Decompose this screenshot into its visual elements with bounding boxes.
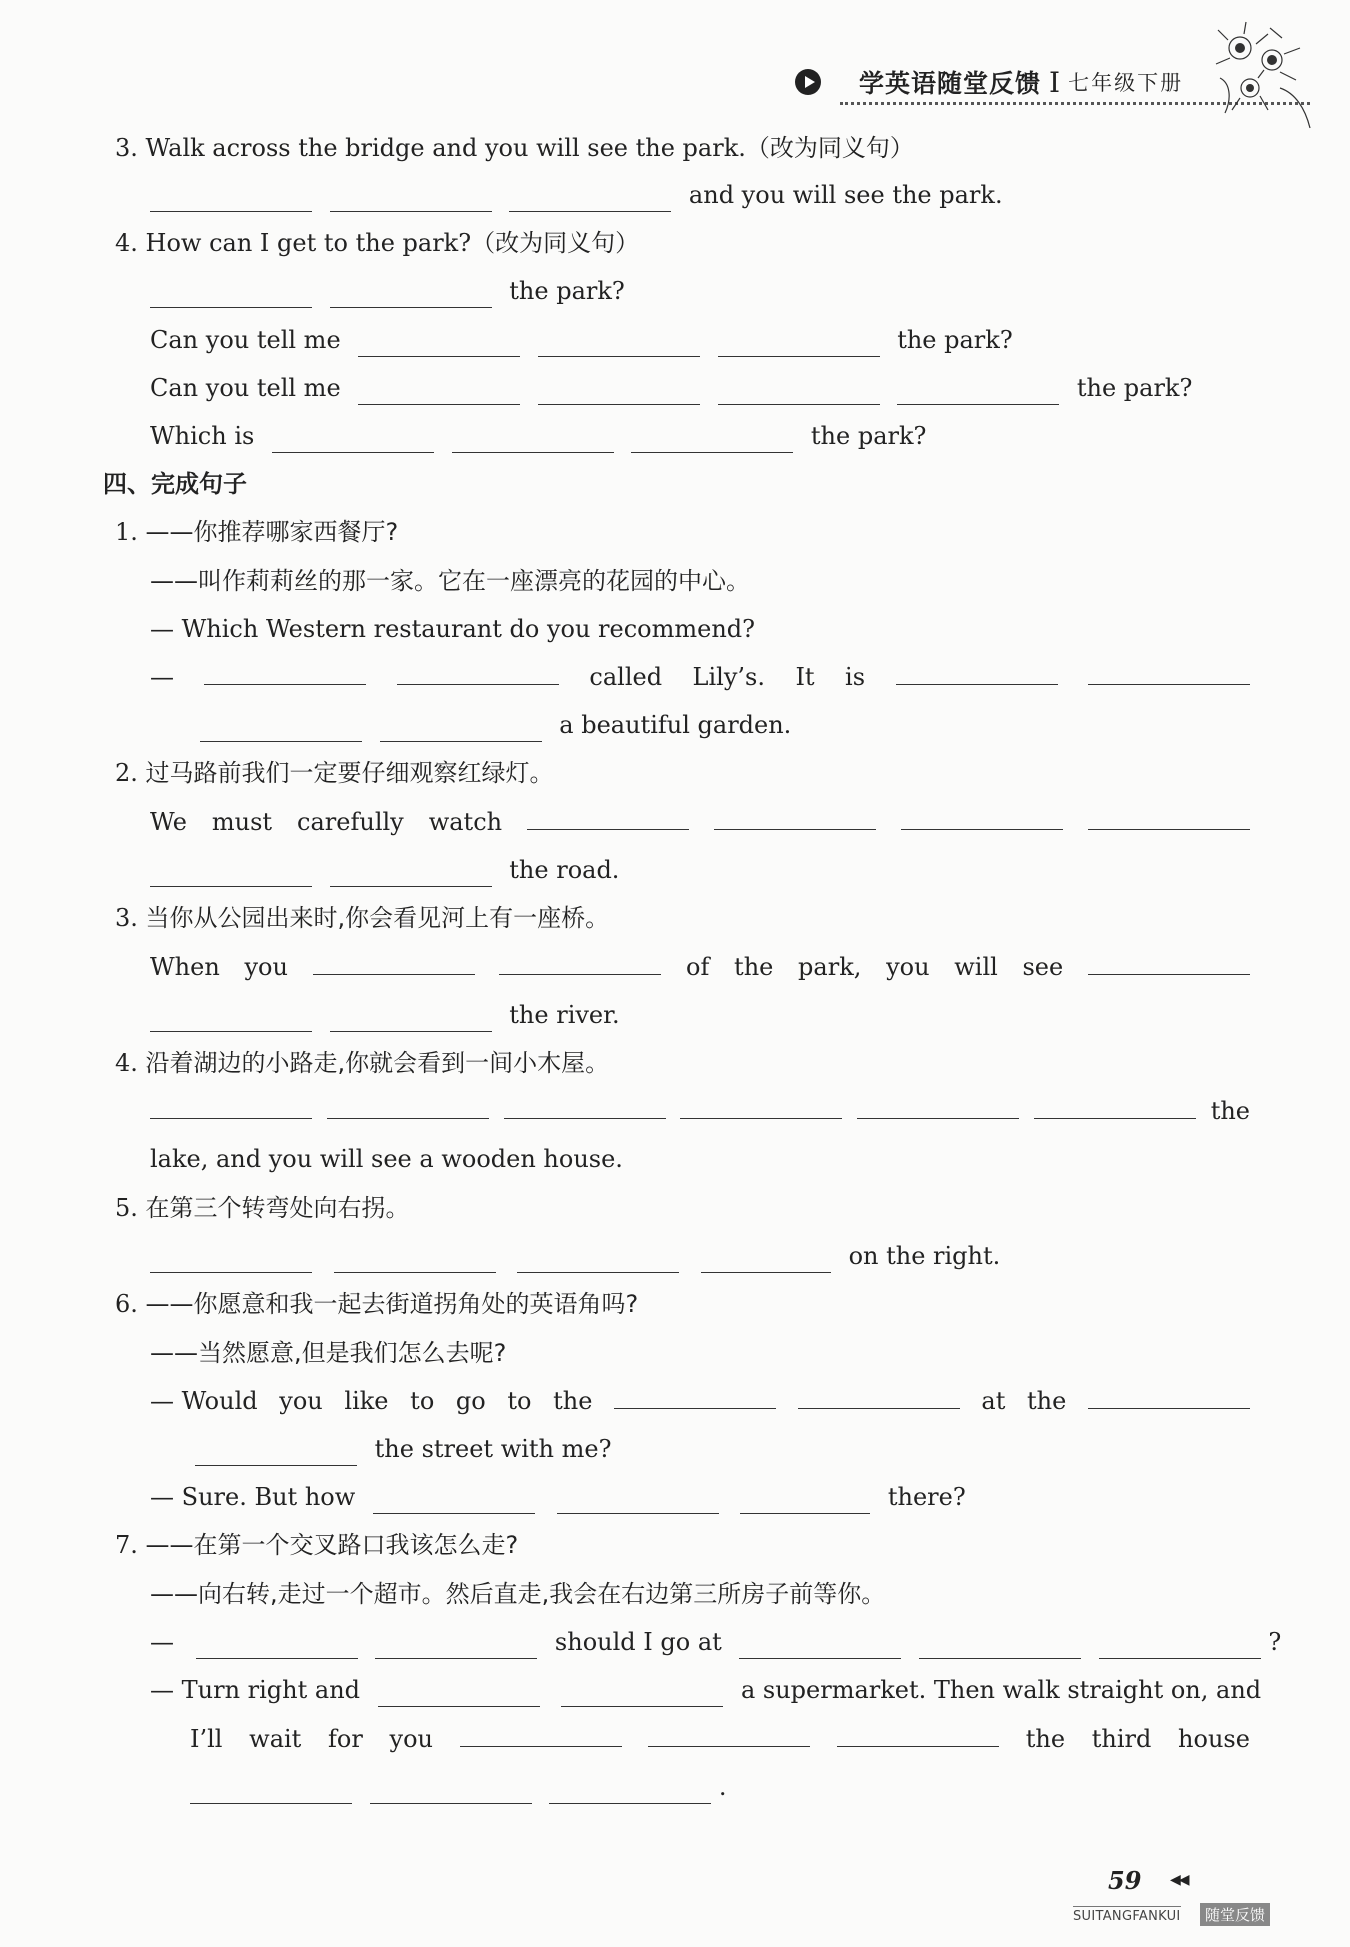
answer-blank[interactable] [330, 862, 492, 887]
answer-blank[interactable] [150, 283, 312, 308]
answer-blank[interactable] [330, 283, 492, 308]
answer-blank[interactable] [798, 1384, 960, 1409]
answer-blank[interactable] [380, 717, 542, 742]
s4-q1-en1: — Which Western restaurant do you recommend? [150, 615, 756, 643]
answer-blank[interactable] [919, 1634, 1081, 1659]
s4-q2-line3: the road. [150, 853, 619, 887]
answer-blank[interactable] [330, 1007, 492, 1032]
answer-blank[interactable] [190, 1779, 352, 1804]
title-separator: I [1049, 65, 1061, 99]
q3-answer-line: and you will see the park. [150, 178, 1003, 212]
page-header [795, 62, 1183, 102]
play-icon [795, 69, 821, 95]
answer-blank[interactable] [327, 1094, 489, 1119]
s4-q3-line2: When you of the park, you will see [150, 950, 1250, 984]
s4-q4-line3: lake, and you will see a wooden house. [150, 1145, 623, 1173]
answer-blank[interactable] [150, 1248, 312, 1273]
answer-blank[interactable] [549, 1779, 711, 1804]
answer-blank[interactable] [1088, 1384, 1250, 1409]
q4-line-b: Can you tell me the park? [150, 323, 1013, 357]
answer-blank[interactable] [557, 1489, 719, 1514]
answer-blank[interactable] [200, 717, 362, 742]
answer-blank[interactable] [460, 1722, 622, 1747]
s4-q7-zh2: ——向右转,走过一个超市。然后直走,我会在右边第三所房子前等你。 [150, 1580, 886, 1608]
s4-q6-line3: — Would you like to go to the at the [150, 1384, 1250, 1418]
answer-blank[interactable] [718, 380, 880, 405]
answer-blank[interactable] [150, 862, 312, 887]
s4-q3-line3: the river. [150, 998, 620, 1032]
answer-blank[interactable] [901, 805, 1063, 830]
answer-blank[interactable] [150, 187, 312, 212]
answer-blank[interactable] [370, 1779, 532, 1804]
s4-q7-line4: — Turn right and a supermarket. Then walk straight on, and [150, 1673, 1261, 1707]
answer-blank[interactable] [897, 380, 1059, 405]
answer-blank[interactable] [896, 660, 1058, 685]
answer-blank[interactable] [527, 805, 689, 830]
answer-blank[interactable] [330, 187, 492, 212]
s4-q7-line3: — should I go at ? [150, 1625, 1281, 1659]
answer-blank[interactable] [452, 428, 614, 453]
q3-prompt: 3. Walk across the bridge and you will see the park.（改为同义句） [115, 134, 914, 162]
s4-q7-zh1: 7. ——在第一个交叉路口我该怎么走? [115, 1531, 519, 1559]
answer-blank[interactable] [378, 1682, 540, 1707]
answer-blank[interactable] [701, 1248, 831, 1273]
answer-blank[interactable] [1088, 660, 1250, 685]
s4-q5-zh: 5. 在第三个转弯处向右拐。 [115, 1194, 410, 1222]
section-heading: 四、完成句子 [103, 470, 247, 498]
answer-blank[interactable] [1088, 950, 1250, 975]
answer-blank[interactable] [1099, 1634, 1261, 1659]
answer-blank[interactable] [150, 1007, 312, 1032]
s4-q6-line5: — Sure. But how there? [150, 1480, 966, 1514]
q4-line-d: Which is the park? [150, 419, 926, 453]
answer-blank[interactable] [631, 428, 793, 453]
answer-blank[interactable] [1088, 805, 1250, 830]
s4-q7-line5: I’ll wait for you the third house [190, 1722, 1250, 1756]
book-title: 学英语随堂反馈 [859, 69, 1042, 98]
answer-blank[interactable] [517, 1248, 679, 1273]
s4-q1-zh2: ——叫作莉莉丝的那一家。它在一座漂亮的花园的中心。 [150, 567, 750, 595]
answer-blank[interactable] [272, 428, 434, 453]
s4-q2-zh: 2. 过马路前我们一定要仔细观察红绿灯。 [115, 759, 554, 787]
answer-blank[interactable] [358, 380, 520, 405]
answer-blank[interactable] [195, 1441, 357, 1466]
answer-blank[interactable] [648, 1722, 810, 1747]
back-arrows-icon: ◀◀ [1170, 1872, 1188, 1888]
q4-line-c: Can you tell me the park? [150, 371, 1192, 405]
s4-q6-zh2: ——当然愿意,但是我们怎么去呢? [150, 1339, 507, 1367]
s4-q6-zh1: 6. ——你愿意和我一起去街道拐角处的英语角吗? [115, 1290, 639, 1318]
s4-q3-zh: 3. 当你从公园出来时,你会看见河上有一座桥。 [115, 904, 610, 932]
answer-blank[interactable] [561, 1682, 723, 1707]
answer-blank[interactable] [196, 1634, 358, 1659]
s4-q2-line2: We must carefully watch [150, 805, 1250, 839]
answer-blank[interactable] [739, 1634, 901, 1659]
q4-prompt: 4. How can I get to the park?（改为同义句） [115, 229, 640, 257]
answer-blank[interactable] [499, 950, 661, 975]
answer-blank[interactable] [857, 1094, 1019, 1119]
answer-blank[interactable] [614, 1384, 776, 1409]
page-number: 59 [1108, 1866, 1142, 1895]
answer-blank[interactable] [680, 1094, 842, 1119]
answer-blank[interactable] [204, 660, 366, 685]
s4-q7-line6: . [190, 1770, 727, 1804]
answer-blank[interactable] [718, 332, 880, 357]
s4-q4-zh: 4. 沿着湖边的小路走,你就会看到一间小木屋。 [115, 1049, 610, 1077]
s4-q1-line4: — called Lily’s. It is [150, 660, 1250, 694]
answer-blank[interactable] [740, 1489, 870, 1514]
answer-blank[interactable] [150, 1094, 312, 1119]
answer-blank[interactable] [509, 187, 671, 212]
footer-brand-en: SUITANGFANKUI [1073, 1906, 1181, 1924]
answer-blank[interactable] [504, 1094, 666, 1119]
book-subtitle: 七年级下册 [1068, 71, 1184, 95]
s4-q1-zh1: 1. ——你推荐哪家西餐厅? [115, 518, 399, 546]
answer-blank[interactable] [373, 1489, 535, 1514]
q4-line-a: the park? [150, 274, 625, 308]
answer-blank[interactable] [714, 805, 876, 830]
s4-q5-line2: on the right. [150, 1239, 1000, 1273]
s4-q4-line2: the [150, 1094, 1250, 1128]
answer-blank[interactable] [358, 332, 520, 357]
answer-blank[interactable] [334, 1248, 496, 1273]
answer-blank[interactable] [538, 380, 700, 405]
flower-decoration-icon [1210, 18, 1320, 138]
answer-blank[interactable] [538, 332, 700, 357]
answer-blank[interactable] [313, 950, 475, 975]
answer-blank[interactable] [397, 660, 559, 685]
answer-blank[interactable] [375, 1634, 537, 1659]
answer-blank[interactable] [1034, 1094, 1196, 1119]
s4-q1-line5: a beautiful garden. [200, 708, 791, 742]
answer-blank[interactable] [837, 1722, 999, 1747]
s4-q6-line4: the street with me? [195, 1432, 611, 1466]
footer-brand-zh: 随堂反馈 [1200, 1903, 1270, 1926]
